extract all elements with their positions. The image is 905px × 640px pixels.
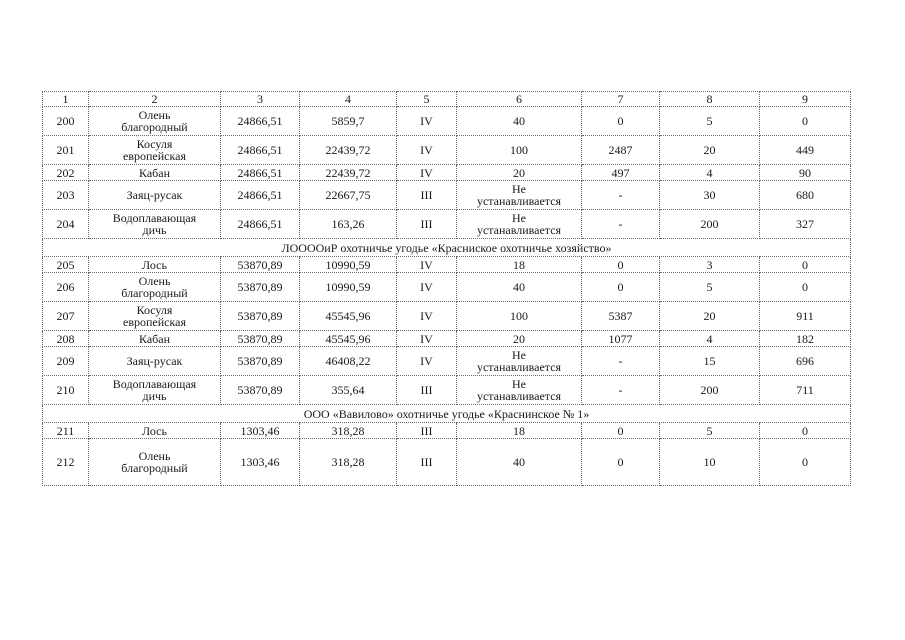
cell-allowable-count: 0 xyxy=(582,439,660,486)
section-title-row xyxy=(43,239,851,257)
cell-allowed-harvest: 911 xyxy=(760,302,851,331)
cell-bonitet-class: IV xyxy=(397,107,457,136)
cell-quota-per-head: 200 xyxy=(660,210,760,239)
table-row xyxy=(43,210,851,239)
cell-quota-per-head: 20 xyxy=(660,136,760,165)
cell-total-area: 1303,46 xyxy=(221,423,300,439)
cell-allowed-harvest: 711 xyxy=(760,376,851,405)
cell-habitat-area: 5859,7 xyxy=(300,107,397,136)
cell-allowed-harvest: 327 xyxy=(760,210,851,239)
cell-total-area: 53870,89 xyxy=(221,273,300,302)
cell-habitat-area: 46408,22 xyxy=(300,347,397,376)
cell-allowable-count: - xyxy=(582,347,660,376)
column-number-3: 3 xyxy=(221,92,300,107)
cell-bonitet-class: III xyxy=(397,376,457,405)
column-number-2: 2 xyxy=(89,92,221,107)
cell-habitat-area: 318,28 xyxy=(300,423,397,439)
table-row xyxy=(43,136,851,165)
cell-allowable-count: 5387 xyxy=(582,302,660,331)
cell-row-number: 205 xyxy=(43,257,89,273)
column-number-header-row xyxy=(43,92,851,107)
section-title-row xyxy=(43,405,851,423)
section-title: ЛООООиР охотничье угодье «Красниское охотничье хозяйство» xyxy=(43,239,851,257)
table-row xyxy=(43,165,851,181)
cell-total-area: 53870,89 xyxy=(221,376,300,405)
cell-density-norm: 20 xyxy=(457,165,582,181)
cell-habitat-area: 355,64 xyxy=(300,376,397,405)
cell-species: Олень благородный xyxy=(89,273,221,302)
column-number-6: 6 xyxy=(457,92,582,107)
cell-allowable-count: 497 xyxy=(582,165,660,181)
cell-total-area: 53870,89 xyxy=(221,331,300,347)
cell-row-number: 207 xyxy=(43,302,89,331)
cell-quota-per-head: 3 xyxy=(660,257,760,273)
cell-habitat-area: 10990,59 xyxy=(300,257,397,273)
cell-quota-per-head: 10 xyxy=(660,439,760,486)
cell-bonitet-class: III xyxy=(397,423,457,439)
cell-row-number: 211 xyxy=(43,423,89,439)
cell-allowed-harvest: 0 xyxy=(760,423,851,439)
cell-habitat-area: 163,26 xyxy=(300,210,397,239)
cell-species: Кабан xyxy=(89,165,221,181)
cell-total-area: 53870,89 xyxy=(221,257,300,273)
cell-quota-per-head: 30 xyxy=(660,181,760,210)
cell-bonitet-class: IV xyxy=(397,136,457,165)
cell-density-norm: Не устанавливается xyxy=(457,210,582,239)
cell-species: Олень благородный xyxy=(89,107,221,136)
table-row xyxy=(43,331,851,347)
cell-habitat-area: 22439,72 xyxy=(300,165,397,181)
column-number-1: 1 xyxy=(43,92,89,107)
cell-row-number: 210 xyxy=(43,376,89,405)
cell-quota-per-head: 5 xyxy=(660,273,760,302)
cell-density-norm: 100 xyxy=(457,136,582,165)
cell-allowable-count: 0 xyxy=(582,107,660,136)
cell-density-norm: 100 xyxy=(457,302,582,331)
cell-density-norm: Не устанавливается xyxy=(457,376,582,405)
table-row xyxy=(43,107,851,136)
table-row xyxy=(43,376,851,405)
cell-habitat-area: 45545,96 xyxy=(300,302,397,331)
cell-bonitet-class: IV xyxy=(397,347,457,376)
cell-quota-per-head: 15 xyxy=(660,347,760,376)
cell-density-norm: 40 xyxy=(457,273,582,302)
cell-total-area: 53870,89 xyxy=(221,347,300,376)
cell-allowable-count: 0 xyxy=(582,257,660,273)
table-row xyxy=(43,423,851,439)
cell-bonitet-class: III xyxy=(397,439,457,486)
table-body xyxy=(43,92,851,486)
cell-density-norm: Не устанавливается xyxy=(457,181,582,210)
cell-row-number: 203 xyxy=(43,181,89,210)
cell-total-area: 1303,46 xyxy=(221,439,300,486)
cell-quota-per-head: 4 xyxy=(660,165,760,181)
cell-total-area: 24866,51 xyxy=(221,136,300,165)
cell-species: Лось xyxy=(89,257,221,273)
cell-species: Заяц-русак xyxy=(89,181,221,210)
cell-allowed-harvest: 0 xyxy=(760,107,851,136)
table-row xyxy=(43,273,851,302)
cell-habitat-area: 10990,59 xyxy=(300,273,397,302)
cell-species: Косуля европейская xyxy=(89,136,221,165)
cell-row-number: 209 xyxy=(43,347,89,376)
cell-density-norm: 20 xyxy=(457,331,582,347)
table-row xyxy=(43,439,851,486)
cell-quota-per-head: 4 xyxy=(660,331,760,347)
cell-species: Лось xyxy=(89,423,221,439)
cell-bonitet-class: IV xyxy=(397,331,457,347)
cell-allowed-harvest: 696 xyxy=(760,347,851,376)
table-row xyxy=(43,302,851,331)
table-row xyxy=(43,347,851,376)
cell-allowable-count: - xyxy=(582,376,660,405)
cell-bonitet-class: IV xyxy=(397,257,457,273)
cell-total-area: 24866,51 xyxy=(221,210,300,239)
cell-bonitet-class: IV xyxy=(397,302,457,331)
cell-allowed-harvest: 449 xyxy=(760,136,851,165)
cell-total-area: 53870,89 xyxy=(221,302,300,331)
cell-allowable-count: 0 xyxy=(582,423,660,439)
cell-bonitet-class: III xyxy=(397,210,457,239)
cell-allowable-count: 1077 xyxy=(582,331,660,347)
cell-allowed-harvest: 182 xyxy=(760,331,851,347)
cell-allowed-harvest: 0 xyxy=(760,257,851,273)
cell-species: Заяц-русак xyxy=(89,347,221,376)
cell-density-norm: 18 xyxy=(457,423,582,439)
cell-species: Водоплавающая дичь xyxy=(89,210,221,239)
cell-allowable-count: - xyxy=(582,210,660,239)
cell-quota-per-head: 5 xyxy=(660,423,760,439)
column-number-5: 5 xyxy=(397,92,457,107)
cell-allowed-harvest: 0 xyxy=(760,273,851,302)
cell-row-number: 212 xyxy=(43,439,89,486)
cell-total-area: 24866,51 xyxy=(221,181,300,210)
column-number-7: 7 xyxy=(582,92,660,107)
cell-quota-per-head: 20 xyxy=(660,302,760,331)
cell-row-number: 204 xyxy=(43,210,89,239)
cell-quota-per-head: 5 xyxy=(660,107,760,136)
cell-habitat-area: 318,28 xyxy=(300,439,397,486)
cell-allowed-harvest: 680 xyxy=(760,181,851,210)
section-title: ООО «Вавилово» охотничье угодье «Краснинское № 1» xyxy=(43,405,851,423)
cell-allowable-count: 2487 xyxy=(582,136,660,165)
cell-row-number: 206 xyxy=(43,273,89,302)
column-number-8: 8 xyxy=(660,92,760,107)
cell-row-number: 208 xyxy=(43,331,89,347)
column-number-4: 4 xyxy=(300,92,397,107)
cell-quota-per-head: 200 xyxy=(660,376,760,405)
cell-species: Косуля европейская xyxy=(89,302,221,331)
cell-bonitet-class: IV xyxy=(397,273,457,302)
cell-allowable-count: - xyxy=(582,181,660,210)
cell-density-norm: Не устанавливается xyxy=(457,347,582,376)
cell-species: Кабан xyxy=(89,331,221,347)
cell-species: Водоплавающая дичь xyxy=(89,376,221,405)
cell-density-norm: 18 xyxy=(457,257,582,273)
table-row xyxy=(43,181,851,210)
cell-total-area: 24866,51 xyxy=(221,165,300,181)
cell-habitat-area: 45545,96 xyxy=(300,331,397,347)
cell-habitat-area: 22667,75 xyxy=(300,181,397,210)
cell-species: Олень благородный xyxy=(89,439,221,486)
cell-total-area: 24866,51 xyxy=(221,107,300,136)
cell-allowed-harvest: 0 xyxy=(760,439,851,486)
cell-allowed-harvest: 90 xyxy=(760,165,851,181)
cell-density-norm: 40 xyxy=(457,439,582,486)
wildlife-quota-table xyxy=(42,91,851,486)
cell-row-number: 202 xyxy=(43,165,89,181)
column-number-9: 9 xyxy=(760,92,851,107)
cell-bonitet-class: IV xyxy=(397,165,457,181)
cell-allowable-count: 0 xyxy=(582,273,660,302)
table-row xyxy=(43,257,851,273)
cell-habitat-area: 22439,72 xyxy=(300,136,397,165)
cell-density-norm: 40 xyxy=(457,107,582,136)
cell-row-number: 201 xyxy=(43,136,89,165)
cell-bonitet-class: III xyxy=(397,181,457,210)
cell-row-number: 200 xyxy=(43,107,89,136)
